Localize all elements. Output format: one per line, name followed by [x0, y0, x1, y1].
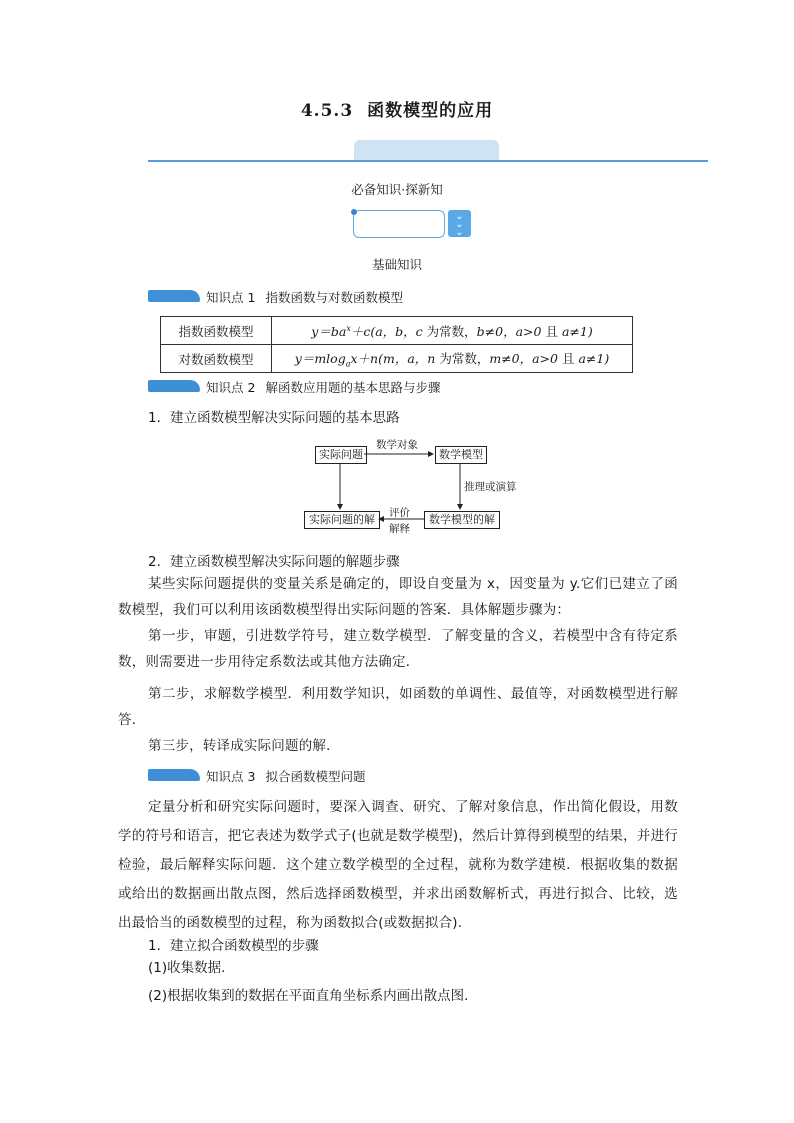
section-tab-bar: [148, 140, 708, 162]
edge-label-bottom-bottom: 解释: [389, 523, 410, 535]
kp-marker: [148, 380, 200, 392]
kp-label: 知识点 1: [206, 290, 256, 305]
kp-label: 知识点 2: [206, 380, 256, 395]
subheading: 1．建立函数模型解决实际问题的基本思路: [148, 410, 400, 426]
frame-dot-icon: [351, 209, 357, 215]
paragraph: 第二步，求解数学模型．利用数学知识，如函数的单调性、最值等，对函数模型进行解答．: [118, 686, 678, 728]
flow-node-model-solution: 数学模型的解: [424, 511, 500, 529]
edge-label-bottom-top: 评价: [389, 507, 410, 519]
paragraph: 第三步，转译成实际问题的解．: [148, 738, 340, 754]
subheading: 1．建立拟合函数模型的步骤: [148, 938, 319, 954]
paragraph: 定量分析和研究实际问题时，要深入调查、研究、了解对象信息，作出简化假设，用数学的符号和语言，把它表述为数学式子(也就是数学模型)，然后计算得到模型的结果，并进行检验，最后解释实际问题．这个建立数学模型的全过程，就称为数学建模．根据收集的数据或给出的数据画出散点图，然后选择函数模型，并求出函数解析式，再进行拟合、比较，选出最恰当的函数模型的过程，称为函数拟合(或数据拟合).: [118, 799, 678, 931]
table-row: [161, 345, 633, 373]
paragraph: 第一步，审题，引进数学符号，建立数学模型．了解变量的含义，若模型中含有待定系数，则需要进一步用待定系数法或其他方法确定．: [118, 628, 678, 670]
page-title: [0, 96, 794, 121]
empty-frame: [353, 210, 445, 238]
kp-title: 解函数应用题的基本思路与步骤: [265, 380, 441, 395]
section-title: 函数模型的应用: [367, 101, 494, 121]
kp-label: 知识点 3: [206, 769, 256, 784]
subheading: 2．建立函数模型解决实际问题的解题步骤: [148, 554, 400, 570]
flow-node-real-solution: 实际问题的解: [304, 511, 380, 529]
chevron-down-icon: ⌄ ⌄ ⌄: [448, 210, 471, 237]
paragraph: 某些实际问题提供的变量关系是确定的，即设自变量为 x，因变量为 y.它们已建立了函数模型，我们可以利用该函数模型得出实际问题的答案．具体解题步骤为：: [118, 576, 678, 618]
flow-diagram: [300, 435, 530, 535]
banner-title: 必备知识·探新知: [351, 182, 443, 197]
model-name: 指数函数模型: [161, 317, 272, 345]
kp-title: 拟合函数模型问题: [265, 769, 366, 784]
kp-marker: [148, 290, 200, 302]
section-number: 4.5.3: [300, 101, 354, 121]
tab-underline: [148, 160, 708, 162]
edge-label-right: 推理或演算: [464, 481, 517, 493]
model-formula: y＝mlog$_a$x＋n(m，a，n 为常数，m≠0，a>0 且 a≠1): [272, 345, 633, 373]
basic-knowledge-title: 基础知识: [371, 257, 422, 272]
step-item: (2)根据收集到的数据在平面直角坐标系内画出散点图．: [148, 988, 478, 1004]
step-item: (1)收集数据．: [148, 960, 235, 976]
section-tab: [354, 140, 499, 160]
kp-title: 指数函数与对数函数模型: [265, 290, 403, 305]
model-table: [160, 316, 633, 373]
edge-label-top: 数学对象: [376, 439, 418, 451]
flow-node-math-model: 数学模型: [435, 446, 487, 464]
model-name: 对数函数模型: [161, 345, 272, 373]
flow-node-real-problem: 实际问题: [315, 446, 367, 464]
model-formula: $y=ba^x+c(a$，b，c 为常数，b≠0，a>0 且 a≠1): [272, 317, 633, 345]
kp-marker: [148, 769, 200, 781]
table-row: [161, 317, 633, 345]
